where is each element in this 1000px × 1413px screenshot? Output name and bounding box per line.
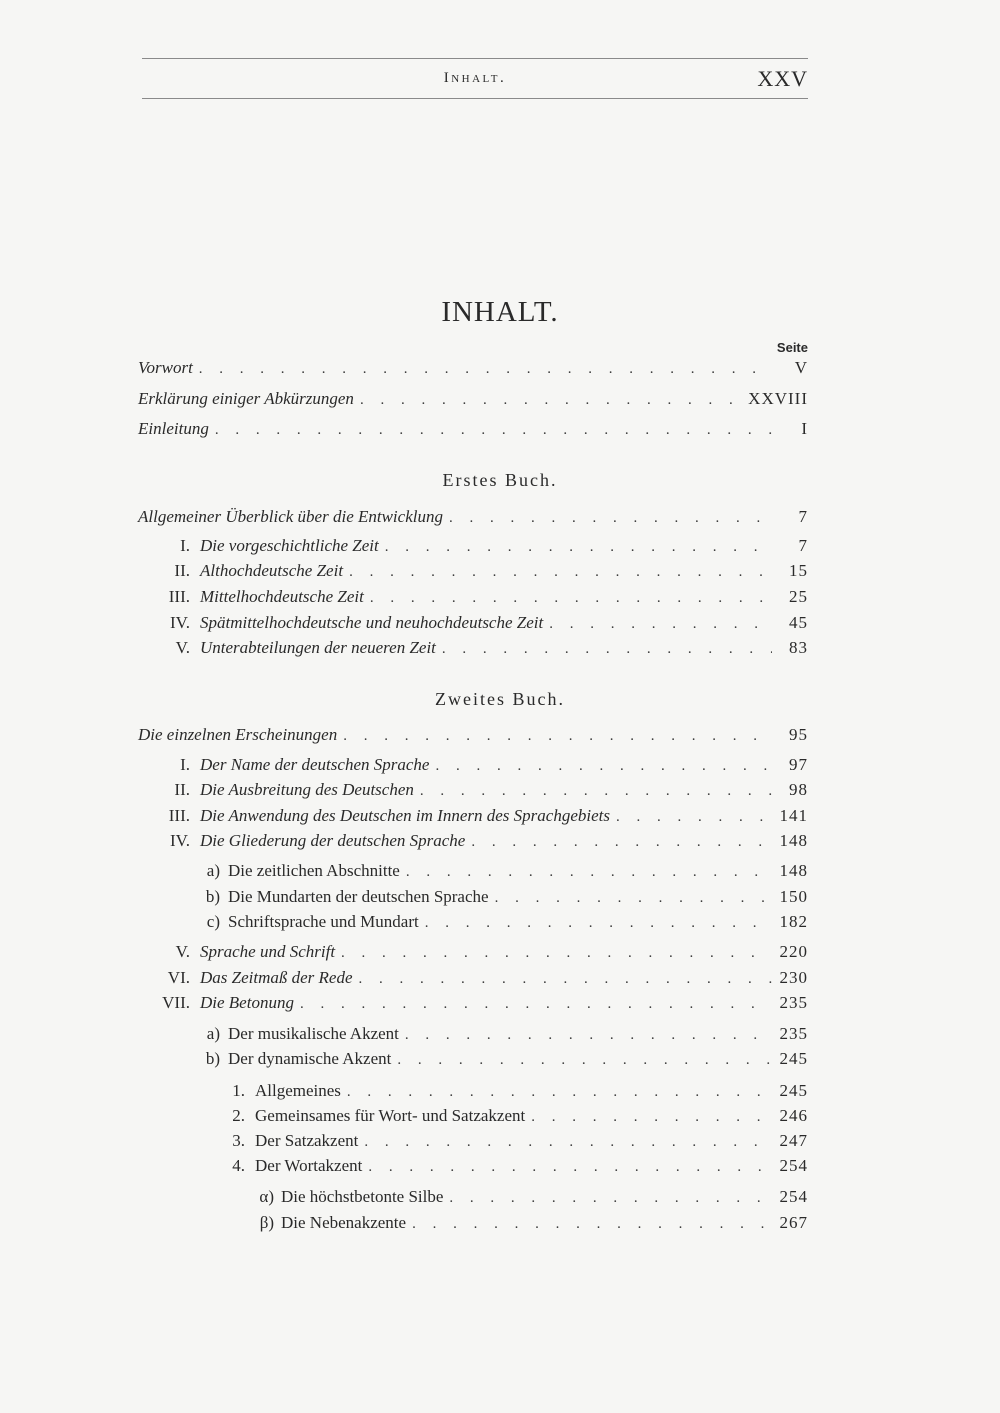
toc-entry-page: 148 xyxy=(779,831,808,850)
toc-entry-text: Sprache und Schrift xyxy=(200,942,336,961)
toc-entry-number: IV. xyxy=(170,831,190,850)
toc-entry xyxy=(138,587,808,613)
toc-entry-number: III. xyxy=(168,806,190,825)
toc-entry xyxy=(138,1024,808,1050)
dot-leader xyxy=(349,564,772,581)
toc-entry-text: Althochdeutsche Zeit xyxy=(200,561,344,580)
toc-entry-number: V. xyxy=(175,638,190,657)
toc-entry xyxy=(138,1049,808,1075)
toc-entry-page: 150 xyxy=(779,887,808,906)
running-head-title: Inhalt. xyxy=(443,70,507,86)
dot-leader xyxy=(370,590,772,607)
running-head-page-number: XXV xyxy=(757,66,808,91)
toc-entry-text: Unterabteilungen der neueren Zeit xyxy=(200,638,436,657)
book-heading-zweites: Zweites Buch. xyxy=(435,689,565,709)
dot-leader xyxy=(405,1027,772,1044)
toc-entry xyxy=(138,780,808,806)
toc-entry-text: Vorwort xyxy=(138,358,193,377)
toc-entry-page: 235 xyxy=(779,993,808,1012)
dot-leader xyxy=(449,1190,772,1207)
toc-entry-text: Die Mundarten der deutschen Sprache xyxy=(228,887,489,906)
toc-entry-page: 254 xyxy=(779,1187,808,1206)
toc-entry-page: 83 xyxy=(789,638,808,657)
toc-entry xyxy=(138,887,808,913)
toc-entry-page: 45 xyxy=(789,613,808,632)
toc-entry xyxy=(138,613,808,639)
dot-leader xyxy=(616,809,772,826)
toc-entry-text: Der musikalische Akzent xyxy=(228,1024,399,1043)
toc-entry xyxy=(138,993,808,1019)
toc-entry xyxy=(138,831,808,857)
toc-entry-book1-main xyxy=(138,507,808,533)
toc-entry-page: 254 xyxy=(779,1156,808,1175)
toc-entry-einleitung xyxy=(138,419,808,445)
toc-entry-page: 267 xyxy=(779,1213,808,1232)
toc-entry-text: Der Wortakzent xyxy=(255,1156,363,1175)
toc-entry-text: Schriftsprache und Mundart xyxy=(228,912,419,931)
toc-entry-text: Die Gliederung der deutschen Sprache xyxy=(200,831,466,850)
dot-leader xyxy=(215,422,772,439)
toc-entry-number: α) xyxy=(259,1187,274,1206)
toc-entry-book2-main xyxy=(138,725,808,751)
toc-entry-number: VI. xyxy=(167,968,190,987)
toc-entry-text: Der dynamische Akzent xyxy=(228,1049,392,1068)
dot-leader xyxy=(449,510,772,527)
toc-entry xyxy=(138,806,808,832)
toc-entry-number: b) xyxy=(205,1049,220,1068)
seite-column-label: Seite xyxy=(776,340,808,355)
dot-leader xyxy=(347,1084,772,1101)
toc-entry-number: II. xyxy=(174,561,190,580)
toc-entry xyxy=(138,561,808,587)
toc-entry-page: 141 xyxy=(779,806,808,825)
toc-entry-text: Das Zeitmaß der Rede xyxy=(200,968,353,987)
dot-leader xyxy=(199,361,772,378)
toc-entry-number: 4. xyxy=(232,1156,245,1175)
toc-entry-number: V. xyxy=(175,942,190,961)
toc-entry-number: II. xyxy=(174,780,190,799)
toc-entry-text: Der Name der deutschen Sprache xyxy=(200,755,430,774)
toc-entry-number: β) xyxy=(259,1213,274,1232)
toc-entry-text: Allgemeines xyxy=(255,1081,341,1100)
toc-entry-text: Die Anwendung des Deutschen im Innern des Sprachgebiets xyxy=(200,806,610,825)
toc-entry-number: VII. xyxy=(162,993,190,1012)
toc-entry-page: 235 xyxy=(779,1024,808,1043)
toc-entry-number: 3. xyxy=(232,1131,245,1150)
dot-leader xyxy=(343,728,772,745)
toc-entry-text: Erklärung einiger Abkürzungen xyxy=(138,389,354,408)
dot-leader xyxy=(397,1052,772,1069)
toc-entry-page: 246 xyxy=(779,1106,808,1125)
dot-leader xyxy=(385,539,772,556)
toc-entry-number: I. xyxy=(180,755,190,774)
book-heading-erstes: Erstes Buch. xyxy=(442,470,558,490)
toc-entry-text: Der Satzakzent xyxy=(255,1131,359,1150)
dot-leader xyxy=(420,783,772,800)
dot-leader xyxy=(359,971,772,988)
toc-entry xyxy=(138,942,808,968)
toc-entry-number: I. xyxy=(180,536,190,555)
toc-entry-number: a) xyxy=(206,1024,220,1043)
toc-entry-text: Die höchstbetonte Silbe xyxy=(281,1187,444,1206)
toc-entry-number: IV. xyxy=(170,613,190,632)
toc-entry xyxy=(138,1156,808,1182)
dot-leader xyxy=(341,945,772,962)
toc-entry xyxy=(138,1213,808,1239)
toc-entry-text: Allgemeiner Überblick über die Entwicklung xyxy=(138,507,443,526)
toc-entry-text: Die Betonung xyxy=(200,993,294,1012)
toc-entry-page: XXVIII xyxy=(748,389,808,408)
toc-entry xyxy=(138,1131,808,1157)
dot-leader xyxy=(425,915,772,932)
toc-entry-number: 2. xyxy=(232,1106,245,1125)
header-rule-top xyxy=(142,58,808,59)
toc-entry-text: Die zeitlichen Abschnitte xyxy=(228,861,400,880)
toc-entry-page: 148 xyxy=(779,861,808,880)
dot-leader xyxy=(471,834,772,851)
toc-entry-number: b) xyxy=(205,887,220,906)
toc-entry xyxy=(138,755,808,781)
toc-entry-page: V xyxy=(794,358,808,377)
toc-entry-page: 7 xyxy=(798,507,808,526)
dot-leader xyxy=(360,392,742,409)
toc-entry-page: 245 xyxy=(779,1049,808,1068)
toc-entry-abkuerzungen xyxy=(138,389,808,415)
toc-entry xyxy=(138,968,808,994)
dot-leader xyxy=(442,641,772,658)
toc-entry xyxy=(138,1187,808,1213)
dot-leader xyxy=(368,1159,772,1176)
page-title: INHALT. xyxy=(441,296,559,328)
toc-entry-text: Spätmittelhochdeutsche und neuhochdeutsche Zeit xyxy=(200,613,544,632)
toc-entry-number: III. xyxy=(168,587,190,606)
toc-entry-text: Die Ausbreitung des Deutschen xyxy=(200,780,414,799)
toc-entry-page: 182 xyxy=(779,912,808,931)
toc-entry-page: 25 xyxy=(789,587,808,606)
toc-entry-page: 7 xyxy=(798,536,808,555)
toc-entry-text: Mittelhochdeutsche Zeit xyxy=(200,587,364,606)
dot-leader xyxy=(412,1216,772,1233)
running-head xyxy=(142,66,808,96)
header-rule-bottom xyxy=(142,98,808,99)
toc-entry-page: 97 xyxy=(789,755,808,774)
toc-entry xyxy=(138,861,808,887)
toc-entry-vorwort xyxy=(138,358,808,384)
toc-entry-page: 15 xyxy=(789,561,808,580)
toc-entry-page: 220 xyxy=(779,942,808,961)
toc-entry-page: 245 xyxy=(779,1081,808,1100)
toc-entry-text: Die vorgeschichtliche Zeit xyxy=(200,536,379,555)
toc-entry xyxy=(138,912,808,938)
toc-entry-text: Gemeinsames für Wort- und Satzakzent xyxy=(255,1106,526,1125)
dot-leader xyxy=(549,616,772,633)
toc-entry-page: 247 xyxy=(779,1131,808,1150)
toc-entry xyxy=(138,1106,808,1132)
toc-entry xyxy=(138,638,808,664)
toc-entry-number: 1. xyxy=(232,1081,245,1100)
toc-entry-page: 98 xyxy=(789,780,808,799)
toc-entry-number: a) xyxy=(206,861,220,880)
toc-entry-number: c) xyxy=(206,912,220,931)
dot-leader xyxy=(531,1109,772,1126)
dot-leader xyxy=(364,1134,772,1151)
toc-entry xyxy=(138,536,808,562)
dot-leader xyxy=(406,864,772,881)
dot-leader xyxy=(495,890,772,907)
toc-entry-page: I xyxy=(801,419,808,438)
toc-entry-text: Die Nebenakzente xyxy=(281,1213,407,1232)
toc-entry-text: Einleitung xyxy=(138,419,209,438)
toc-entry-page: 230 xyxy=(779,968,808,987)
toc-entry-text: Die einzelnen Erscheinungen xyxy=(138,725,338,744)
toc-entry xyxy=(138,1081,808,1107)
toc-entry-page: 95 xyxy=(789,725,808,744)
dot-leader xyxy=(435,758,772,775)
dot-leader xyxy=(300,996,772,1013)
